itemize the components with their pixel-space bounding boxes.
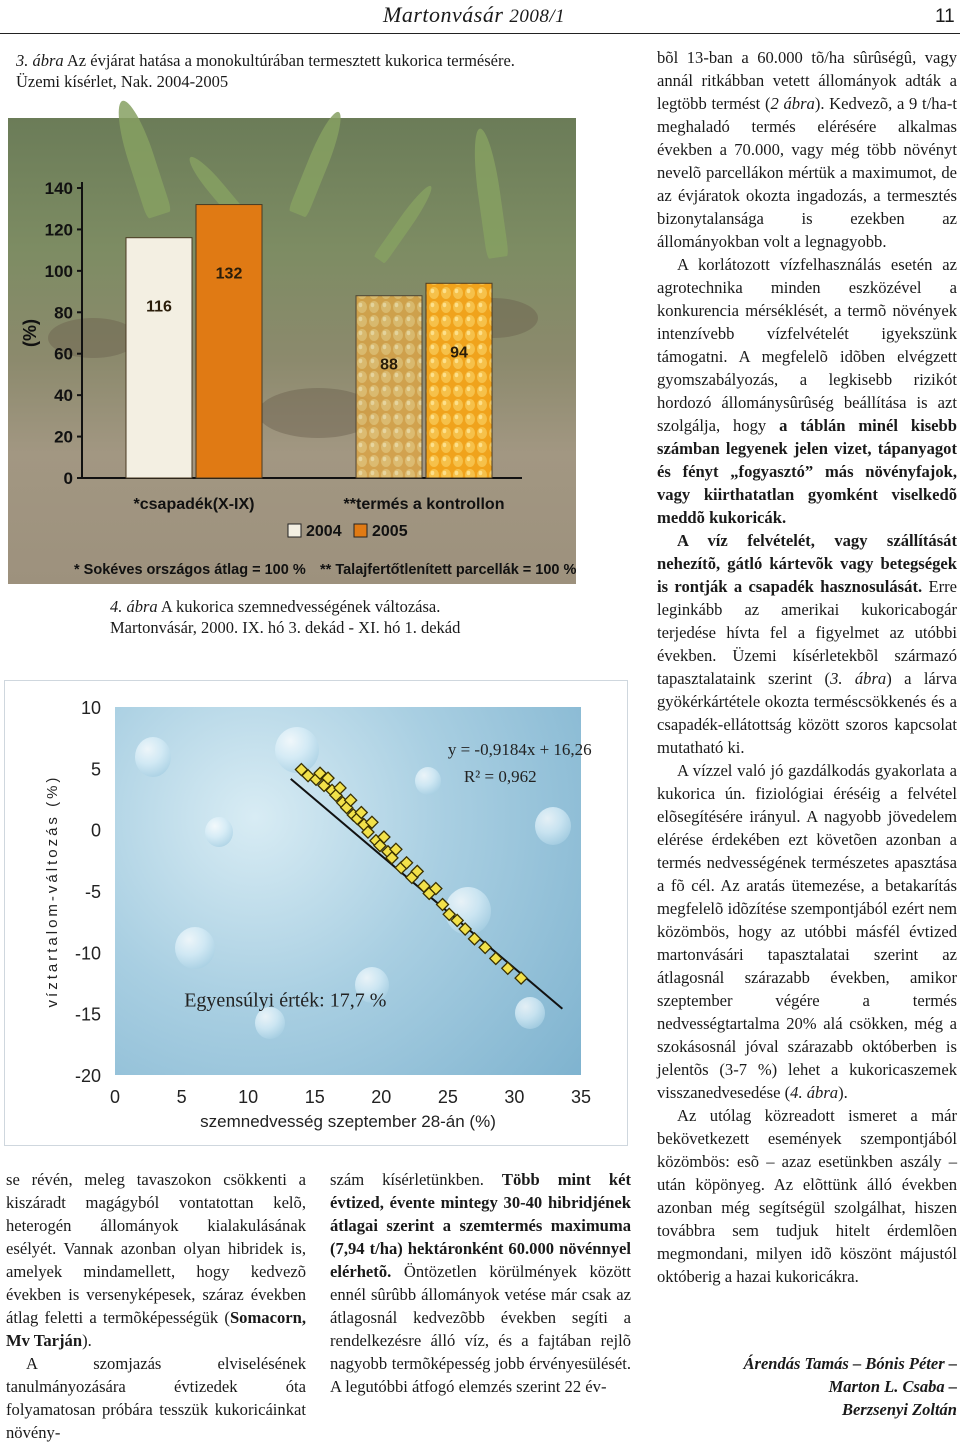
bar-2005-0 xyxy=(196,205,262,478)
paragraph-text: bõl 13-ban a 60.000 tõ/ha sûrûségû, vagy annál ritkábban vetett állományok adták a legtöbb termést ( xyxy=(657,48,957,113)
data-point xyxy=(437,898,449,910)
y-tick-label: 40 xyxy=(54,386,73,406)
figure4-caption-label: 4. ábra xyxy=(110,597,158,616)
data-point xyxy=(502,962,514,974)
data-point xyxy=(479,941,491,953)
y-tick-label: 120 xyxy=(44,220,73,240)
data-point xyxy=(490,952,502,964)
paragraph-text: ). Kedvezõ, a 9 t/ha-t meghaladó termés elérésére alkalmas években a 70.000, vagy még több növényt nevelõ parcellákon mértük a maximumot, de az évjáratok okozta ingadozás, a termesztés bizonytalansága is ezekben az állományokban volt a legnagyobb. xyxy=(657,94,958,251)
journal-issue: 2008/1 xyxy=(509,6,566,27)
data-point xyxy=(468,933,480,945)
paragraph-bold-text: a táblán minél kisebb számban legyenek jelen vizet, tápanyagot és fényt „fogyasztó” más növényfajok, vagy kiirthatatlan gyomként viselkedõ meddõ kukoricák. xyxy=(657,416,957,527)
paragraph xyxy=(330,1168,631,1398)
figure4-chart xyxy=(4,680,628,1146)
figure3-caption-line2: Üzemi kísérlet, Nak. 2004-2005 xyxy=(16,72,229,91)
figure-reference: 3. ábra xyxy=(830,669,887,688)
paragraph-text: Erre leginkább az amerikai kukoricabogár terjedése hívta fel a figyelmet az utóbbi években. Üzemi kísérletekbõl származó tapasztalataink szerint ( xyxy=(657,577,957,688)
bar-data-label: 132 xyxy=(215,265,243,283)
bar-2005-1 xyxy=(426,283,492,478)
x-tick-label: 5 xyxy=(176,1087,187,1107)
figure4-caption-text: A kukorica szemnedvességének változása. xyxy=(160,597,441,616)
figure-reference: 4. ábra xyxy=(790,1083,839,1102)
y-tick-label: 5 xyxy=(90,759,101,780)
bar-data-label: 88 xyxy=(380,356,398,374)
paragraph-bold-text: Több mint két évtized, évente mintegy 30-40 hibridjének átlagai szerint a szemtermés maximuma (7,94 t/ha) hektáronként 60.000 növénnyel elérhetõ. xyxy=(330,1170,631,1281)
figure3-caption-label: 3. ábra xyxy=(16,51,64,70)
x-tick-label: 20 xyxy=(371,1087,392,1107)
bar-data-label: 116 xyxy=(146,298,172,316)
body-column-2 xyxy=(330,1168,631,1398)
journal-name: Martonvásár xyxy=(383,2,504,27)
paragraph: A szomjazás elviselésének tanulmányozására évtizedek óta folyamatosan próbára tesszük kukoricáinkat növény- xyxy=(6,1354,306,1442)
regression-equation: y = -0,9184x + 16,26 xyxy=(447,739,592,759)
page-number: 11 xyxy=(935,6,955,27)
paragraph xyxy=(657,759,957,1104)
y-tick-label: 100 xyxy=(44,261,73,281)
author-line: Berzsenyi Zoltán xyxy=(841,1400,957,1419)
legend-swatch xyxy=(354,524,367,537)
figure-reference: 2 ábra xyxy=(770,94,815,113)
paragraph xyxy=(657,253,957,529)
figure4-caption-line2: Martonvásár, 2000. IX. hó 3. dekád - XI. hó 1. dekád xyxy=(110,618,461,637)
x-tick-label: 25 xyxy=(437,1087,458,1107)
footnote-left: * Sokéves országos átlag = 100 % xyxy=(74,562,306,578)
legend-label: 2005 xyxy=(372,523,408,540)
y-tick-label: 140 xyxy=(44,179,73,198)
legend-swatch xyxy=(288,524,301,537)
figure4-svg xyxy=(5,681,627,1145)
bar-data-label: 94 xyxy=(450,344,468,362)
figure3-chart xyxy=(8,118,576,584)
paragraph-text: Öntözetlen körülmények között ennél sûrûbb állományok vetése már csak az átlagosnál kedvezõbb években segíti a rendelkezésre álló víz, és a fajtában rejlõ nagyobb termõképesség jobb érvényesülését. A legutóbbi átfogó elemzés szerint 22 év- xyxy=(330,1262,631,1396)
paragraph-text: A vízzel való jó gazdálkodás gyakorlata a kukorica ún. fiziológiai éréséig a felvétel elõsegítésére irányul. A nagyobb jövedelem elérése érdekében ezt követõen azonban a termés nedvességének természetes apasztása a fõ cél. Az aratás ütemezése, a betakarítás megfelelõ idõzítése szempontjából ezért nem közömbös, hogy az utóbbi másfél évtized martonvásári tapasztalatai szerint az átlagosnál szárazabb években, amikor szeptember végére a termés nedvességtartalma 20% alá csökken, még a szokásosnál jóval szárazabb októberben is jelentõs (3-7 %) lehet a kukoricaszemek visszanedvesedése ( xyxy=(657,761,957,1102)
body-column-3 xyxy=(657,46,957,1288)
author-line: Marton L. Csaba – xyxy=(828,1377,957,1396)
category-label: **termés a kontrollon xyxy=(343,496,505,513)
x-tick-label: 30 xyxy=(504,1087,525,1107)
paragraph-text: szám kísérletünkben. xyxy=(330,1170,484,1189)
bar-2004-0 xyxy=(126,238,192,478)
y-tick-label: 10 xyxy=(80,698,101,718)
y-tick-label: 0 xyxy=(63,469,73,488)
r-squared: R² = 0,962 xyxy=(463,766,537,786)
figure3-caption xyxy=(16,50,616,92)
data-point xyxy=(515,972,527,984)
journal-title xyxy=(383,2,565,28)
paragraph-text: ). xyxy=(838,1083,848,1102)
paragraph xyxy=(657,46,957,253)
data-point xyxy=(459,923,471,935)
y-tick-label: 20 xyxy=(54,427,73,447)
x-tick-label: 10 xyxy=(238,1087,259,1107)
author-signature xyxy=(657,1352,957,1421)
body-column-1 xyxy=(6,1168,306,1444)
figure3-svg xyxy=(8,118,576,584)
header-rule xyxy=(0,33,960,34)
figure3-caption-text: Az évjárat hatása a monokultúrában termesztett kukorica termésére. xyxy=(66,51,515,70)
category-label: *csapadék(X-IX) xyxy=(133,496,255,513)
paragraph-text: A korlátozott vízfelhasználás esetén az agrotechnika minden eszközével a konkurencia mérséklését, a termõ növények intenzívebb vízfelvételét igyekszünk támogatni. A megfelelõ idõben elvégzett gyomszabályozás, a legkisebb rizikót hordozó állománysûrûség beállítása is azt szolgálja, hogy xyxy=(657,255,957,435)
legend-label: 2004 xyxy=(306,523,342,540)
equilibrium-annotation: Egyensúlyi érték: 17,7 % xyxy=(184,989,387,1012)
paragraph xyxy=(657,529,957,759)
y-axis-label: víztartalom-változás (%) xyxy=(44,774,61,1008)
y-tick-label: -10 xyxy=(74,943,101,964)
x-tick-label: 0 xyxy=(109,1087,121,1107)
paragraph-text: ) a lárva gyökérkártétele okozta terméscsökkenés és a csapadék-ellátottság között szoros kapcsolat mutatható ki. xyxy=(657,669,957,757)
figure4-caption xyxy=(110,596,610,638)
paragraph-text: se révén, meleg tavaszokon csökkenti a kiszáradt magágyból vontatottan kelõ, heterogén állományok kialakulásának esélyét. Vannak azonban olyan hibridek is, amelyek mindamellett, hogy kedvezõ években is versenyképesek, száraz években átlag feletti a termõképességük (Somacorn, Mv Tarján). xyxy=(6,1170,306,1350)
y-tick-label: 60 xyxy=(54,344,73,364)
y-tick-label: -5 xyxy=(84,882,101,902)
paragraph-bold-text: Somacorn, Mv Tarján xyxy=(6,1308,306,1350)
y-tick-label: -20 xyxy=(74,1066,101,1086)
author-line: Árendás Tamás – Bónis Péter – xyxy=(743,1354,957,1373)
y-axis-label: (%) xyxy=(20,319,40,347)
y-tick-label: -15 xyxy=(74,1004,101,1025)
y-tick-label: 80 xyxy=(54,303,73,323)
x-tick-label: 35 xyxy=(570,1087,592,1107)
bar-2004-1 xyxy=(356,296,422,478)
footnote-right: ** Talajfertőtlenített parcellák = 100 % xyxy=(320,562,577,578)
y-tick-label: 0 xyxy=(90,820,101,841)
x-axis-label: szemnedvesség szeptember 28-án (%) xyxy=(200,1112,496,1131)
paragraph-bold-text: A víz felvételét, vagy szállítását nehezítõ, gátló kártevõk vagy betegségek is rontják a csapadék hasznosulását. xyxy=(657,531,957,596)
x-tick-label: 15 xyxy=(304,1087,325,1107)
paragraph xyxy=(6,1168,306,1352)
paragraph: Az utólag közreadott ismeret a már bekövetkezett események szempontjából közömbös: esõ – azaz esetünkben aszály – után köpönyeg. Az elõttünk álló években azonban még segítségül szolgálhat, hiszen továbbra sem tudjuk hitelt érdemlõen megmondani, milyen idõ köszönt májustól októberig a hazai kukoricákra. xyxy=(657,1106,957,1286)
